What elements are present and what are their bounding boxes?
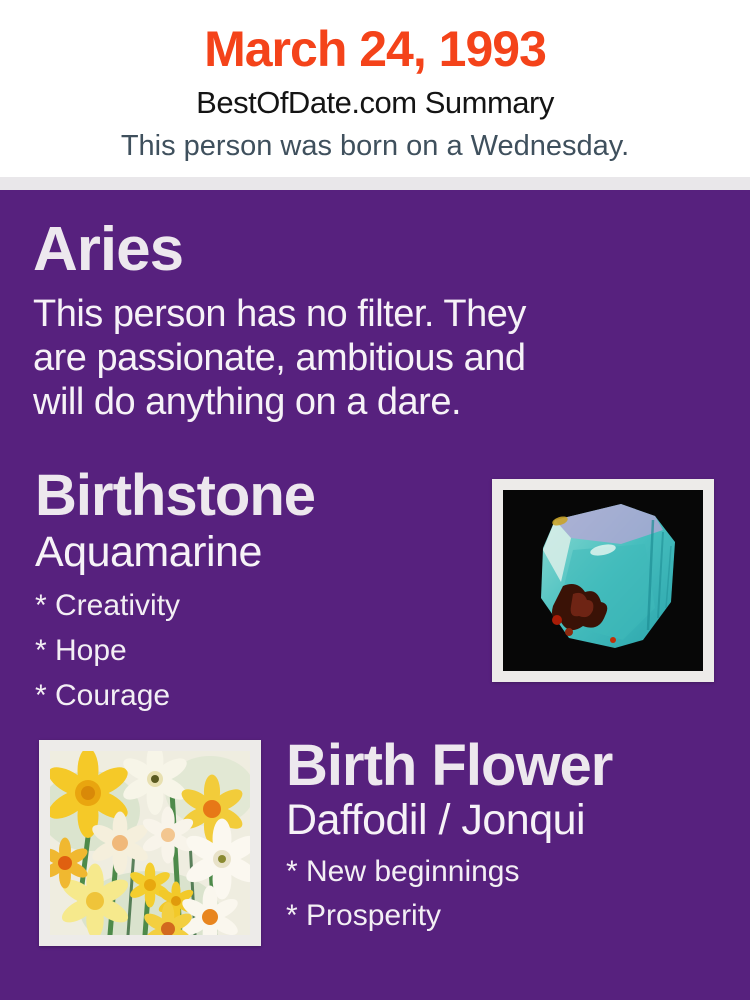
daffodil-flowers-photo	[50, 751, 250, 935]
aquamarine-stone-photo	[503, 490, 703, 671]
site-summary-line: BestOfDate.com Summary	[196, 85, 554, 120]
birth-flower-trait: * New beginnings	[286, 855, 520, 888]
born-day-line: This person was born on a Wednesday.	[120, 130, 630, 162]
birth-flower-trait: * Prosperity	[286, 899, 442, 932]
birthstone-heading: Birthstone	[35, 463, 315, 528]
birth-flower-name: Daffodil / Jonqui	[286, 796, 586, 844]
page-title: March 24, 1993	[204, 21, 546, 77]
zodiac-description	[33, 292, 526, 424]
zodiac-description-line-2: are passionate, ambitious and	[33, 337, 526, 379]
birthstone-trait: * Creativity	[35, 589, 181, 622]
header	[0, 0, 750, 177]
zodiac-sign-heading: Aries	[33, 215, 184, 284]
birth-flower-trait-list	[286, 850, 519, 938]
birthstone-trait-list	[35, 583, 180, 718]
birthstone-photo-frame	[492, 479, 714, 682]
birthstone-trait: * Hope	[35, 634, 127, 667]
header-divider	[0, 177, 750, 190]
zodiac-description-line-1: This person has no filter. They	[33, 293, 526, 335]
summary-panel	[0, 190, 750, 1000]
birthstone-trait: * Courage	[35, 679, 171, 712]
birth-flower-heading: Birth Flower	[286, 733, 613, 798]
birthstone-name: Aquamarine	[35, 528, 262, 576]
zodiac-description-line-3: will do anything on a dare.	[33, 381, 462, 423]
birth-flower-photo-frame	[39, 740, 261, 946]
